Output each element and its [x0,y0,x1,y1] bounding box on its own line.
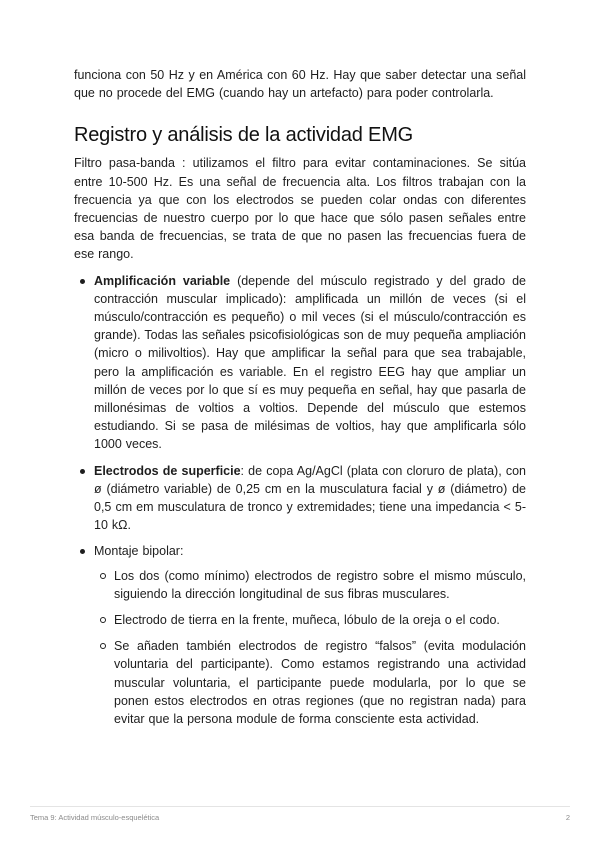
sub-bullet-text: Electrodo de tierra en la frente, muñeca, lóbulo de la oreja o el codo. [114,613,500,628]
sub-bullet-item [94,637,526,728]
bullet-item-montaje [74,542,526,728]
footer-title: Tema 9: Actividad músculo-esquelética [30,813,160,822]
sub-bullet-item [94,567,526,603]
bullet-text: (depende del músculo registrado y del grado de contracción muscular implicado): amplificada un millón de veces (si el músculo/contracción es pequeño) o mil veces (si el músculo/contracción es grande). Todas las señales psicofisiológicas son de muy pequeña ampliación (micro o milivoltios). Hay que amplificar la señal para que sea trabajable, pero la amplificación es variable. En el registro EEG hay que ampliar un millón de veces por lo que sí es muy pequeña en señal, hay que pasarla de millonésimas de voltios a voltios. Depende del músculo que estemos estudiando. Si se pasa de milésimas de voltios, hay que amplificarla sólo 1000 veces. [94,273,526,452]
sub-bullet-text: Los dos (como mínimo) electrodos de registro sobre el mismo músculo, siguiendo la dirección longitudinal de sus fibras musculares. [114,568,526,601]
page-number: 2 [565,813,570,822]
bullet-term: Electrodos de superficie [94,463,241,478]
section-heading: Registro y análisis de la actividad EMG [74,124,414,147]
intro-paragraph: funciona con 50 Hz y en América con 60 Hz. Hay que saber detectar una señal que no procede del EMG (cuando hay un artefacto) para poder controlarla. [74,68,526,101]
sub-bullet-text: Se añaden también electrodos de registro “falsos” (evita modulación voluntaria del participante). Como estamos registrando una actividad muscular voluntaria, el participante puede modularla, por lo que se ponen estos electrodos en otras regiones (que no registran nada) para evitar que la persona module de forma consciente esta actividad. [114,639,526,727]
sub-bullet-item [94,611,526,629]
bullet-item-amplificacion [74,272,526,454]
sub-bullet-list [94,567,526,729]
bullet-item-electrodos [74,462,526,535]
bullet-term: Amplificación variable [94,273,231,288]
bullet-text: Montaje bipolar: [94,544,184,559]
section-paragraph: Filtro pasa-banda : utilizamos el filtro para evitar contaminaciones. Se sitúa entre 10-500 Hz. Es una señal de frecuencia alta. Los filtros trabajan con la frecuencia ya que con los electrodos se pueden colar ondas con diferentes frecuencias de nuestro cuerpo por lo que hace que sólo pasen señales entre esa banda de frecuencias, se trata de que no pasen las frecuencias fuera de ese rango. [74,156,526,262]
page-content [74,66,526,736]
page-footer [30,806,570,827]
bullet-list [74,272,526,729]
bullet-text: : de copa Ag/AgCl (plata con cloruro de plata), con ø (diámetro variable) de 0,25 cm en la musculatura facial y ø (diámetro) de 0,5 cm em musculatura de tronco y extremidades; tiene una impedancia < 5-10 kΩ. [94,463,526,533]
